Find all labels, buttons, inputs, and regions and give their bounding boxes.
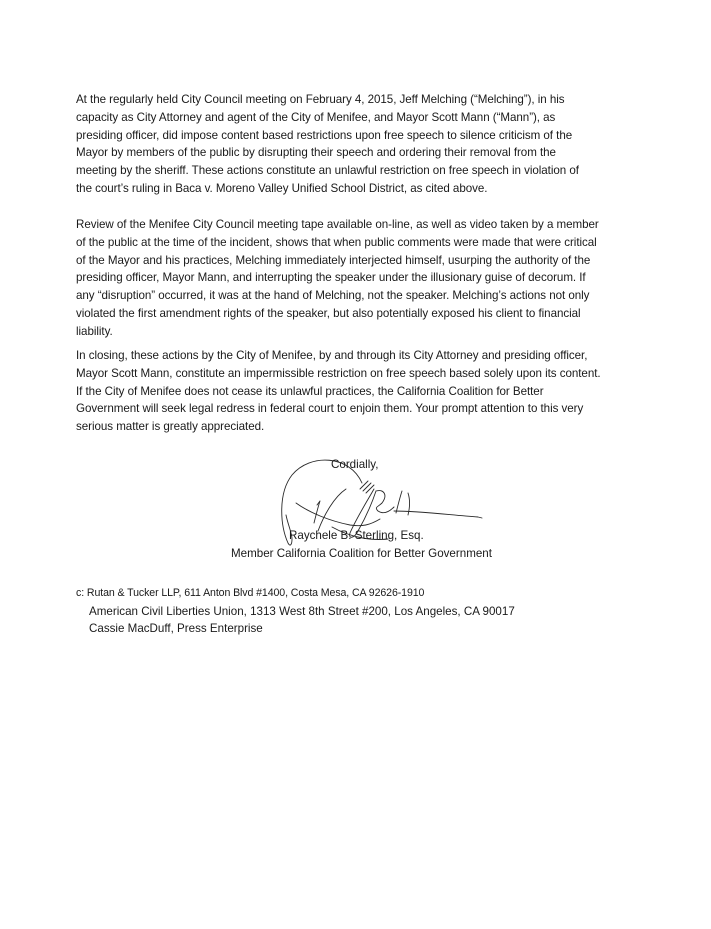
- text-line: capacity as City Attorney and agent of the City of Menifee, and Mayor Scott Mann (“Mann”), as: [76, 110, 556, 124]
- text-line: At the regularly held City Council meeting on February 4, 2015, Jeff Melching (“Melching”), in his: [76, 93, 565, 106]
- text-line: serious matter is greatly appreciated.: [76, 420, 265, 434]
- signer-title: Member California Coalition for Better Government: [231, 547, 492, 560]
- cc-recipient: American Civil Liberties Union, 1313 West 8th Street #200, Los Angeles, CA 90017: [89, 604, 515, 618]
- text-line: If the City of Menifee does not cease its unlawful practices, the California Coalition for Better: [76, 384, 544, 398]
- text-line: Mayor by members of the public by disrupting their speech and ordering their removal from the: [76, 146, 556, 160]
- cc-recipient: Rutan & Tucker LLP, 611 Anton Blvd #1400, Costa Mesa, CA 92626-1910: [86, 587, 425, 599]
- text-line: of the public at the time of the incident, shows that when public comments were made that were critical: [76, 235, 597, 249]
- text-line: Government will seek legal redress in federal court to enjoin them. Your prompt attention to this very: [76, 402, 584, 416]
- text-line: In closing, these actions by the City of Menifee, by and through its City Attorney and presiding officer,: [76, 349, 588, 362]
- cc-recipient: Cassie MacDuff, Press Enterprise: [89, 622, 263, 635]
- cc-prefix: c:: [76, 587, 85, 599]
- text-line: violated the first amendment rights of the speaker, but also potentially exposed his client to financial: [76, 306, 581, 320]
- cc-list: [76, 585, 515, 638]
- paragraph-tape-review: [76, 216, 656, 341]
- closing-salutation: Cordially,: [331, 458, 379, 471]
- paragraph-meeting-incident: [76, 91, 656, 198]
- text-line: meeting by the sheriff. These actions constitute an unlawful restriction on free speech in violation of: [76, 164, 579, 178]
- cc-line: [76, 585, 515, 603]
- text-line: liability.: [76, 324, 113, 338]
- text-line: presiding officer, Mayor Mann, and interrupting the speaker under the illusionary guise of decorum. If: [76, 271, 586, 285]
- text-line: of the Mayor and his practices, Melching immediately interjected himself, usurping the authority of the: [76, 253, 591, 267]
- signer-name: Raychele B. Sterling, Esq.: [289, 529, 424, 542]
- paragraph-closing: [76, 347, 656, 436]
- text-line: any “disruption” occurred, it was at the hand of Melching, not the speaker. Melching’s actions not only: [76, 289, 590, 303]
- text-line: presiding officer, did impose content based restrictions upon free speech to silence criticism of the: [76, 128, 573, 142]
- text-line: the court’s ruling in Baca v. Moreno Valley Unified School District, as cited above.: [76, 181, 488, 195]
- text-line: Mayor Scott Mann, constitute an impermissible restriction on free speech based solely upon its content.: [76, 366, 601, 380]
- text-line: Review of the Menifee City Council meeting tape available on-line, as well as video taken by a member: [76, 218, 599, 231]
